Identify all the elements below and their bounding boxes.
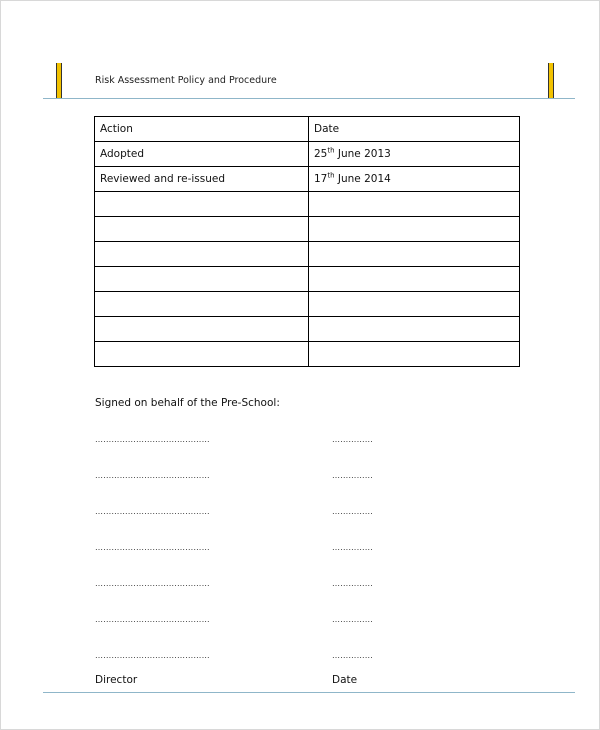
- table-row: [95, 142, 520, 167]
- header-rule: [43, 98, 575, 99]
- table-row: [95, 267, 520, 292]
- date-day: 17: [314, 173, 328, 185]
- action-cell: [95, 217, 309, 242]
- date-ordinal-suffix: th: [327, 146, 335, 155]
- signature-line: ……………………………………: [95, 615, 210, 624]
- date-month-year: June 2014: [334, 173, 391, 185]
- action-cell: Adopted: [95, 142, 309, 167]
- table-row: [95, 292, 520, 317]
- document-header-title: Risk Assessment Policy and Procedure: [95, 75, 277, 86]
- date-line: ……………: [332, 507, 373, 516]
- date-label: Date: [332, 674, 358, 686]
- date-cell: [309, 167, 520, 192]
- header-accent-bar-left: [56, 63, 62, 99]
- header-accent-bar-right: [548, 63, 554, 99]
- date-month-year: June 2013: [334, 148, 391, 160]
- date-cell: [309, 317, 520, 342]
- date-line: ……………: [332, 543, 373, 552]
- action-cell: [95, 192, 309, 217]
- table-row: [95, 242, 520, 267]
- date-cell: [309, 267, 520, 292]
- table-row: [95, 317, 520, 342]
- signature-line: ……………………………………: [95, 579, 210, 588]
- signature-line: ……………………………………: [95, 651, 210, 660]
- action-cell: [95, 242, 309, 267]
- date-line: ……………: [332, 471, 373, 480]
- action-cell: [95, 317, 309, 342]
- column-header-date: Date: [309, 117, 520, 142]
- signature-line: ……………………………………: [95, 471, 210, 480]
- action-cell: [95, 267, 309, 292]
- table-row: [95, 342, 520, 367]
- signature-line: ……………………………………: [95, 543, 210, 552]
- date-line: ……………: [332, 435, 373, 444]
- date-day: 25: [314, 148, 328, 160]
- date-line: ……………: [332, 651, 373, 660]
- footer-rule: [43, 692, 575, 693]
- date-cell: [309, 242, 520, 267]
- date-cell: [309, 142, 520, 167]
- table-row: [95, 167, 520, 192]
- table-row: [95, 192, 520, 217]
- date-line: ……………: [332, 615, 373, 624]
- signature-line: ……………………………………: [95, 435, 210, 444]
- date-cell: [309, 192, 520, 217]
- action-cell: [95, 292, 309, 317]
- date-cell: [309, 217, 520, 242]
- action-cell: Reviewed and re-issued: [95, 167, 309, 192]
- date-cell: [309, 342, 520, 367]
- column-header-action: Action: [95, 117, 309, 142]
- action-cell: [95, 342, 309, 367]
- review-log-table: [94, 116, 520, 367]
- date-line: ……………: [332, 579, 373, 588]
- director-label: Director: [95, 674, 138, 686]
- signature-line: ……………………………………: [95, 507, 210, 516]
- date-ordinal-suffix: th: [327, 171, 335, 180]
- date-cell: [309, 292, 520, 317]
- table-row: [95, 217, 520, 242]
- table-header-row: [95, 117, 520, 142]
- signed-on-behalf-heading: Signed on behalf of the Pre-School:: [95, 397, 280, 409]
